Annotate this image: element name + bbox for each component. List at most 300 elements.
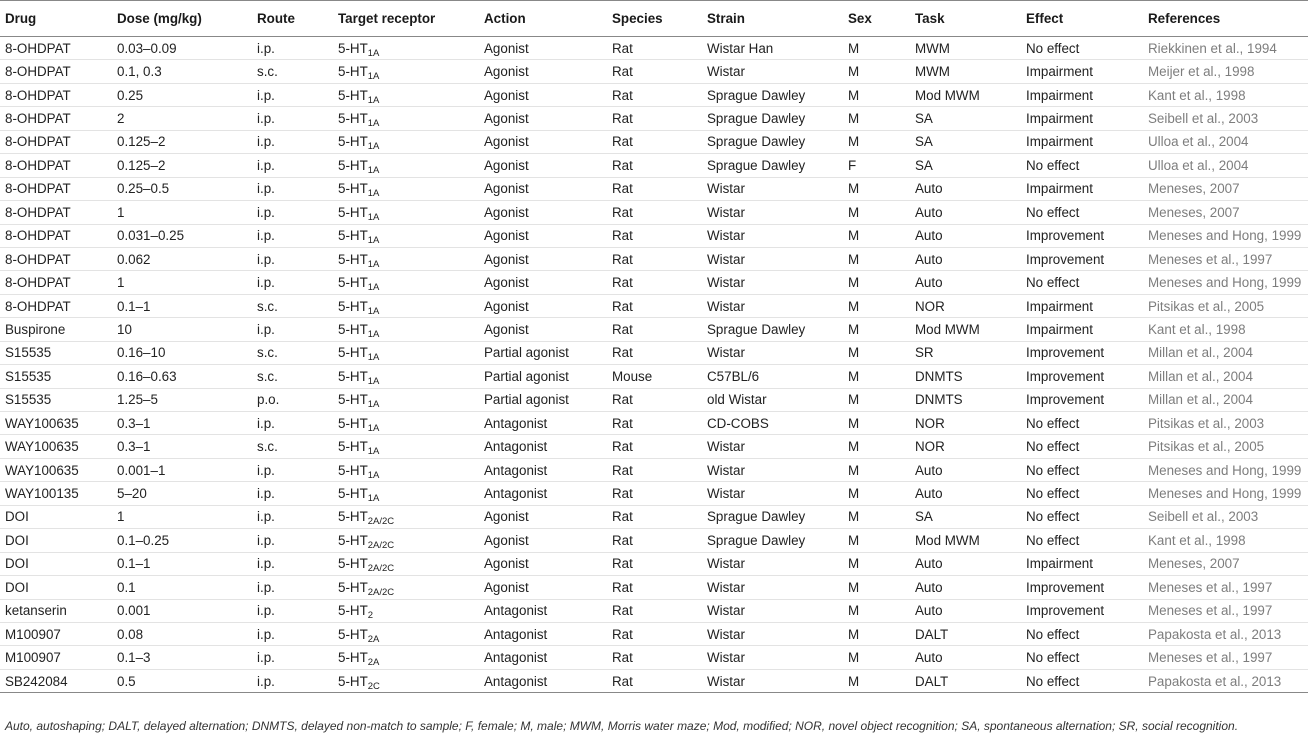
drug-cell: S15535: [0, 341, 112, 364]
strain-cell: Sprague Dawley: [702, 83, 843, 106]
reference-cell: Meneses, 2007: [1143, 552, 1308, 575]
route-cell: i.p.: [252, 458, 333, 481]
route-cell: s.c.: [252, 435, 333, 458]
strain-cell: Wistar: [702, 435, 843, 458]
reference-cell: Meneses, 2007: [1143, 177, 1308, 200]
target-receptor-cell: [333, 435, 479, 458]
dose-cell: 0.1–0.25: [112, 529, 252, 552]
action-cell: Agonist: [479, 83, 607, 106]
action-cell: Agonist: [479, 318, 607, 341]
receptor-subtype: 1A: [367, 188, 380, 200]
dose-cell: 0.031–0.25: [112, 224, 252, 247]
sex-cell: M: [843, 60, 910, 83]
sex-cell: M: [843, 83, 910, 106]
receptor-subtype: 1A: [367, 352, 380, 364]
task-cell: DALT: [910, 669, 1021, 692]
dose-cell: 0.5: [112, 669, 252, 692]
header-action: Action: [479, 1, 607, 37]
header-target-receptor: Target receptor: [333, 1, 479, 37]
table-row: [0, 271, 1308, 294]
action-cell: Partial agonist: [479, 388, 607, 411]
sex-cell: M: [843, 130, 910, 153]
header-strain: Strain: [702, 1, 843, 37]
route-cell: i.p.: [252, 552, 333, 575]
receptor-base: 5-HT: [338, 486, 368, 502]
task-cell: Mod MWM: [910, 318, 1021, 341]
table-row: [0, 505, 1308, 528]
route-cell: i.p.: [252, 177, 333, 200]
species-cell: Rat: [607, 341, 702, 364]
dose-cell: 0.125–2: [112, 130, 252, 153]
effect-cell: No effect: [1021, 271, 1143, 294]
route-cell: i.p.: [252, 529, 333, 552]
effect-cell: Improvement: [1021, 388, 1143, 411]
route-cell: i.p.: [252, 271, 333, 294]
reference-cell: Millan et al., 2004: [1143, 365, 1308, 388]
sex-cell: M: [843, 482, 910, 505]
effect-cell: Improvement: [1021, 365, 1143, 388]
receptor-subtype: 1A: [367, 47, 380, 59]
header-drug: Drug: [0, 1, 112, 37]
effect-cell: No effect: [1021, 622, 1143, 645]
reference-cell: Meneses et al., 1997: [1143, 576, 1308, 599]
drug-cell: 8-OHDPAT: [0, 224, 112, 247]
table-row: [0, 622, 1308, 645]
receptor-subtype: 1A: [367, 235, 380, 247]
species-cell: Rat: [607, 482, 702, 505]
drug-cell: 8-OHDPAT: [0, 271, 112, 294]
sex-cell: M: [843, 37, 910, 60]
reference-cell: Meijer et al., 1998: [1143, 60, 1308, 83]
receptor-subtype: 1A: [367, 328, 380, 340]
action-cell: Antagonist: [479, 646, 607, 669]
table-row: [0, 482, 1308, 505]
header-task: Task: [910, 1, 1021, 37]
receptor-base: 5-HT: [338, 228, 368, 244]
strain-cell: C57BL/6: [702, 365, 843, 388]
receptor-subtype: 1A: [367, 446, 380, 458]
effect-cell: No effect: [1021, 529, 1143, 552]
dose-cell: 0.3–1: [112, 412, 252, 435]
receptor-base: 5-HT: [338, 64, 368, 80]
target-receptor-cell: [333, 669, 479, 692]
sex-cell: M: [843, 646, 910, 669]
task-cell: Auto: [910, 201, 1021, 224]
sex-cell: M: [843, 365, 910, 388]
receptor-subtype: 1A: [367, 493, 380, 505]
receptor-subtype: 1A: [367, 305, 380, 317]
dose-cell: 0.16–0.63: [112, 365, 252, 388]
sex-cell: M: [843, 107, 910, 130]
target-receptor-cell: [333, 201, 479, 224]
drug-cell: DOI: [0, 529, 112, 552]
sex-cell: M: [843, 201, 910, 224]
effect-cell: Impairment: [1021, 83, 1143, 106]
dose-cell: 0.125–2: [112, 154, 252, 177]
receptor-base: 5-HT: [338, 415, 368, 431]
drug-cell: ketanserin: [0, 599, 112, 622]
effect-cell: No effect: [1021, 669, 1143, 692]
drug-cell: SB242084: [0, 669, 112, 692]
table-row: [0, 435, 1308, 458]
action-cell: Agonist: [479, 60, 607, 83]
dose-cell: 0.1: [112, 576, 252, 599]
target-receptor-cell: [333, 576, 479, 599]
table-row: [0, 365, 1308, 388]
receptor-base: 5-HT: [338, 40, 368, 56]
sex-cell: M: [843, 341, 910, 364]
reference-cell: Ulloa et al., 2004: [1143, 130, 1308, 153]
dose-cell: 1: [112, 271, 252, 294]
strain-cell: old Wistar: [702, 388, 843, 411]
receptor-subtype: 2C: [367, 680, 380, 692]
task-cell: Auto: [910, 576, 1021, 599]
route-cell: s.c.: [252, 294, 333, 317]
table-row: [0, 529, 1308, 552]
reference-cell: Kant et al., 1998: [1143, 318, 1308, 341]
strain-cell: Sprague Dawley: [702, 505, 843, 528]
strain-cell: Wistar: [702, 247, 843, 270]
table-row: [0, 669, 1308, 692]
strain-cell: Wistar: [702, 622, 843, 645]
reference-cell: Meneses et al., 1997: [1143, 247, 1308, 270]
reference-cell: Meneses et al., 1997: [1143, 646, 1308, 669]
effect-cell: No effect: [1021, 505, 1143, 528]
target-receptor-cell: [333, 482, 479, 505]
receptor-base: 5-HT: [338, 556, 368, 572]
drug-cell: DOI: [0, 505, 112, 528]
species-cell: Rat: [607, 318, 702, 341]
species-cell: Rat: [607, 646, 702, 669]
species-cell: Rat: [607, 154, 702, 177]
drug-cell: 8-OHDPAT: [0, 130, 112, 153]
drug-cell: 8-OHDPAT: [0, 247, 112, 270]
sex-cell: F: [843, 154, 910, 177]
species-cell: Rat: [607, 529, 702, 552]
species-cell: Rat: [607, 271, 702, 294]
action-cell: Antagonist: [479, 482, 607, 505]
task-cell: Auto: [910, 247, 1021, 270]
route-cell: s.c.: [252, 341, 333, 364]
receptor-subtype: 1A: [367, 422, 380, 434]
receptor-base: 5-HT: [338, 134, 368, 150]
route-cell: s.c.: [252, 60, 333, 83]
effect-cell: Impairment: [1021, 318, 1143, 341]
effect-cell: No effect: [1021, 154, 1143, 177]
sex-cell: M: [843, 505, 910, 528]
drug-cell: Buspirone: [0, 318, 112, 341]
species-cell: Rat: [607, 622, 702, 645]
action-cell: Agonist: [479, 130, 607, 153]
header-row: [0, 1, 1308, 37]
reference-cell: Papakosta et al., 2013: [1143, 669, 1308, 692]
strain-cell: Wistar: [702, 599, 843, 622]
table-row: [0, 154, 1308, 177]
dose-cell: 0.25: [112, 83, 252, 106]
table-row: [0, 412, 1308, 435]
strain-cell: Wistar: [702, 646, 843, 669]
receptor-base: 5-HT: [338, 204, 368, 220]
strain-cell: Sprague Dawley: [702, 529, 843, 552]
table-row: [0, 341, 1308, 364]
route-cell: i.p.: [252, 107, 333, 130]
drug-cell: WAY100135: [0, 482, 112, 505]
receptor-subtype: 1A: [367, 118, 380, 130]
task-cell: MWM: [910, 37, 1021, 60]
task-cell: Auto: [910, 552, 1021, 575]
receptor-base: 5-HT: [338, 462, 368, 478]
dose-cell: 0.062: [112, 247, 252, 270]
route-cell: i.p.: [252, 482, 333, 505]
action-cell: Partial agonist: [479, 341, 607, 364]
receptor-subtype: 1A: [367, 399, 380, 411]
reference-cell: Pitsikas et al., 2005: [1143, 294, 1308, 317]
reference-cell: Meneses and Hong, 1999: [1143, 482, 1308, 505]
sex-cell: M: [843, 576, 910, 599]
drug-cell: M100907: [0, 646, 112, 669]
table-row: [0, 458, 1308, 481]
header-sex: Sex: [843, 1, 910, 37]
target-receptor-cell: [333, 622, 479, 645]
target-receptor-cell: [333, 458, 479, 481]
species-cell: Rat: [607, 388, 702, 411]
species-cell: Rat: [607, 224, 702, 247]
drug-cell: 8-OHDPAT: [0, 83, 112, 106]
action-cell: Antagonist: [479, 669, 607, 692]
species-cell: Rat: [607, 669, 702, 692]
dose-cell: 0.1, 0.3: [112, 60, 252, 83]
task-cell: NOR: [910, 435, 1021, 458]
target-receptor-cell: [333, 130, 479, 153]
reference-cell: Riekkinen et al., 1994: [1143, 37, 1308, 60]
task-cell: MWM: [910, 60, 1021, 83]
table-row: [0, 576, 1308, 599]
route-cell: i.p.: [252, 83, 333, 106]
header-effect: Effect: [1021, 1, 1143, 37]
effect-cell: No effect: [1021, 201, 1143, 224]
receptor-subtype: 1A: [367, 141, 380, 153]
action-cell: Antagonist: [479, 622, 607, 645]
route-cell: i.p.: [252, 622, 333, 645]
species-cell: Rat: [607, 107, 702, 130]
task-cell: SA: [910, 107, 1021, 130]
receptor-subtype: 1A: [367, 71, 380, 83]
species-cell: Rat: [607, 505, 702, 528]
dose-cell: 0.1–3: [112, 646, 252, 669]
table-row: [0, 130, 1308, 153]
table-body: [0, 37, 1308, 693]
table-row: [0, 83, 1308, 106]
drug-cell: 8-OHDPAT: [0, 107, 112, 130]
receptor-base: 5-HT: [338, 321, 368, 337]
route-cell: i.p.: [252, 154, 333, 177]
species-cell: Rat: [607, 294, 702, 317]
sex-cell: M: [843, 318, 910, 341]
drug-cell: 8-OHDPAT: [0, 60, 112, 83]
action-cell: Agonist: [479, 224, 607, 247]
reference-cell: Meneses et al., 1997: [1143, 599, 1308, 622]
species-cell: Rat: [607, 201, 702, 224]
target-receptor-cell: [333, 599, 479, 622]
effect-cell: Impairment: [1021, 107, 1143, 130]
target-receptor-cell: [333, 529, 479, 552]
drug-cell: WAY100635: [0, 412, 112, 435]
receptor-base: 5-HT: [338, 345, 368, 361]
dose-cell: 0.08: [112, 622, 252, 645]
table-row: [0, 599, 1308, 622]
receptor-base: 5-HT: [338, 157, 368, 173]
species-cell: Rat: [607, 552, 702, 575]
receptor-base: 5-HT: [338, 111, 368, 127]
target-receptor-cell: [333, 224, 479, 247]
reference-cell: Seibell et al., 2003: [1143, 505, 1308, 528]
strain-cell: Sprague Dawley: [702, 107, 843, 130]
sex-cell: M: [843, 388, 910, 411]
drug-cell: 8-OHDPAT: [0, 294, 112, 317]
sex-cell: M: [843, 622, 910, 645]
table-row: [0, 60, 1308, 83]
species-cell: Rat: [607, 247, 702, 270]
effect-cell: No effect: [1021, 482, 1143, 505]
receptor-subtype: 1A: [367, 164, 380, 176]
strain-cell: Wistar: [702, 60, 843, 83]
receptor-base: 5-HT: [338, 509, 368, 525]
route-cell: p.o.: [252, 388, 333, 411]
drug-cell: M100907: [0, 622, 112, 645]
drug-cell: 8-OHDPAT: [0, 154, 112, 177]
receptor-base: 5-HT: [338, 439, 368, 455]
receptor-subtype: 2A/2C: [367, 539, 395, 551]
action-cell: Agonist: [479, 37, 607, 60]
task-cell: Auto: [910, 599, 1021, 622]
effect-cell: Improvement: [1021, 341, 1143, 364]
reference-cell: Meneses and Hong, 1999: [1143, 271, 1308, 294]
dose-cell: 1.25–5: [112, 388, 252, 411]
header-dose: Dose (mg/kg): [112, 1, 252, 37]
reference-cell: Ulloa et al., 2004: [1143, 154, 1308, 177]
effect-cell: No effect: [1021, 412, 1143, 435]
table-row: [0, 224, 1308, 247]
target-receptor-cell: [333, 318, 479, 341]
action-cell: Agonist: [479, 247, 607, 270]
target-receptor-cell: [333, 107, 479, 130]
table-row: [0, 552, 1308, 575]
strain-cell: Wistar: [702, 482, 843, 505]
task-cell: Auto: [910, 646, 1021, 669]
receptor-base: 5-HT: [338, 579, 368, 595]
strain-cell: Wistar: [702, 294, 843, 317]
effect-cell: No effect: [1021, 646, 1143, 669]
drug-cell: S15535: [0, 388, 112, 411]
receptor-base: 5-HT: [338, 603, 368, 619]
route-cell: i.p.: [252, 599, 333, 622]
route-cell: i.p.: [252, 37, 333, 60]
receptor-base: 5-HT: [338, 368, 368, 384]
effect-cell: Impairment: [1021, 60, 1143, 83]
strain-cell: Wistar: [702, 271, 843, 294]
action-cell: Agonist: [479, 154, 607, 177]
sex-cell: M: [843, 177, 910, 200]
species-cell: Rat: [607, 458, 702, 481]
species-cell: Rat: [607, 60, 702, 83]
species-cell: Rat: [607, 435, 702, 458]
action-cell: Agonist: [479, 107, 607, 130]
receptor-base: 5-HT: [338, 251, 368, 267]
strain-cell: Sprague Dawley: [702, 318, 843, 341]
table-row: [0, 247, 1308, 270]
route-cell: i.p.: [252, 247, 333, 270]
route-cell: i.p.: [252, 130, 333, 153]
task-cell: DNMTS: [910, 388, 1021, 411]
strain-cell: CD-COBS: [702, 412, 843, 435]
reference-cell: Meneses and Hong, 1999: [1143, 458, 1308, 481]
strain-cell: Wistar: [702, 177, 843, 200]
task-cell: NOR: [910, 294, 1021, 317]
task-cell: DNMTS: [910, 365, 1021, 388]
task-cell: DALT: [910, 622, 1021, 645]
route-cell: s.c.: [252, 365, 333, 388]
receptor-subtype: 1A: [367, 211, 380, 223]
header-references: References: [1143, 1, 1308, 37]
effect-cell: Impairment: [1021, 552, 1143, 575]
action-cell: Antagonist: [479, 599, 607, 622]
strain-cell: Wistar: [702, 224, 843, 247]
effect-cell: No effect: [1021, 458, 1143, 481]
strain-cell: Wistar: [702, 669, 843, 692]
strain-cell: Sprague Dawley: [702, 154, 843, 177]
drug-cell: DOI: [0, 576, 112, 599]
reference-cell: Meneses and Hong, 1999: [1143, 224, 1308, 247]
species-cell: Rat: [607, 576, 702, 599]
strain-cell: Sprague Dawley: [702, 130, 843, 153]
route-cell: i.p.: [252, 412, 333, 435]
sex-cell: M: [843, 435, 910, 458]
task-cell: SA: [910, 154, 1021, 177]
receptor-subtype: 2A/2C: [367, 586, 395, 598]
target-receptor-cell: [333, 505, 479, 528]
effect-cell: Impairment: [1021, 177, 1143, 200]
action-cell: Agonist: [479, 271, 607, 294]
effect-cell: Improvement: [1021, 224, 1143, 247]
species-cell: Mouse: [607, 365, 702, 388]
dose-cell: 2: [112, 107, 252, 130]
action-cell: Partial agonist: [479, 365, 607, 388]
receptor-base: 5-HT: [338, 673, 368, 689]
sex-cell: M: [843, 458, 910, 481]
target-receptor-cell: [333, 271, 479, 294]
table-row: [0, 318, 1308, 341]
task-cell: NOR: [910, 412, 1021, 435]
receptor-subtype: 1A: [367, 375, 380, 387]
dose-cell: 0.001: [112, 599, 252, 622]
species-cell: Rat: [607, 83, 702, 106]
species-cell: Rat: [607, 599, 702, 622]
reference-cell: Meneses, 2007: [1143, 201, 1308, 224]
strain-cell: Wistar: [702, 201, 843, 224]
receptor-subtype: 1A: [367, 94, 380, 106]
dose-cell: 10: [112, 318, 252, 341]
reference-cell: Seibell et al., 2003: [1143, 107, 1308, 130]
sex-cell: M: [843, 599, 910, 622]
dose-cell: 1: [112, 201, 252, 224]
action-cell: Agonist: [479, 576, 607, 599]
drug-cell: DOI: [0, 552, 112, 575]
receptor-subtype: 2A: [367, 633, 380, 645]
receptor-subtype: 1A: [367, 469, 380, 481]
route-cell: i.p.: [252, 576, 333, 599]
receptor-subtype: 1A: [367, 258, 380, 270]
dose-cell: 0.03–0.09: [112, 37, 252, 60]
